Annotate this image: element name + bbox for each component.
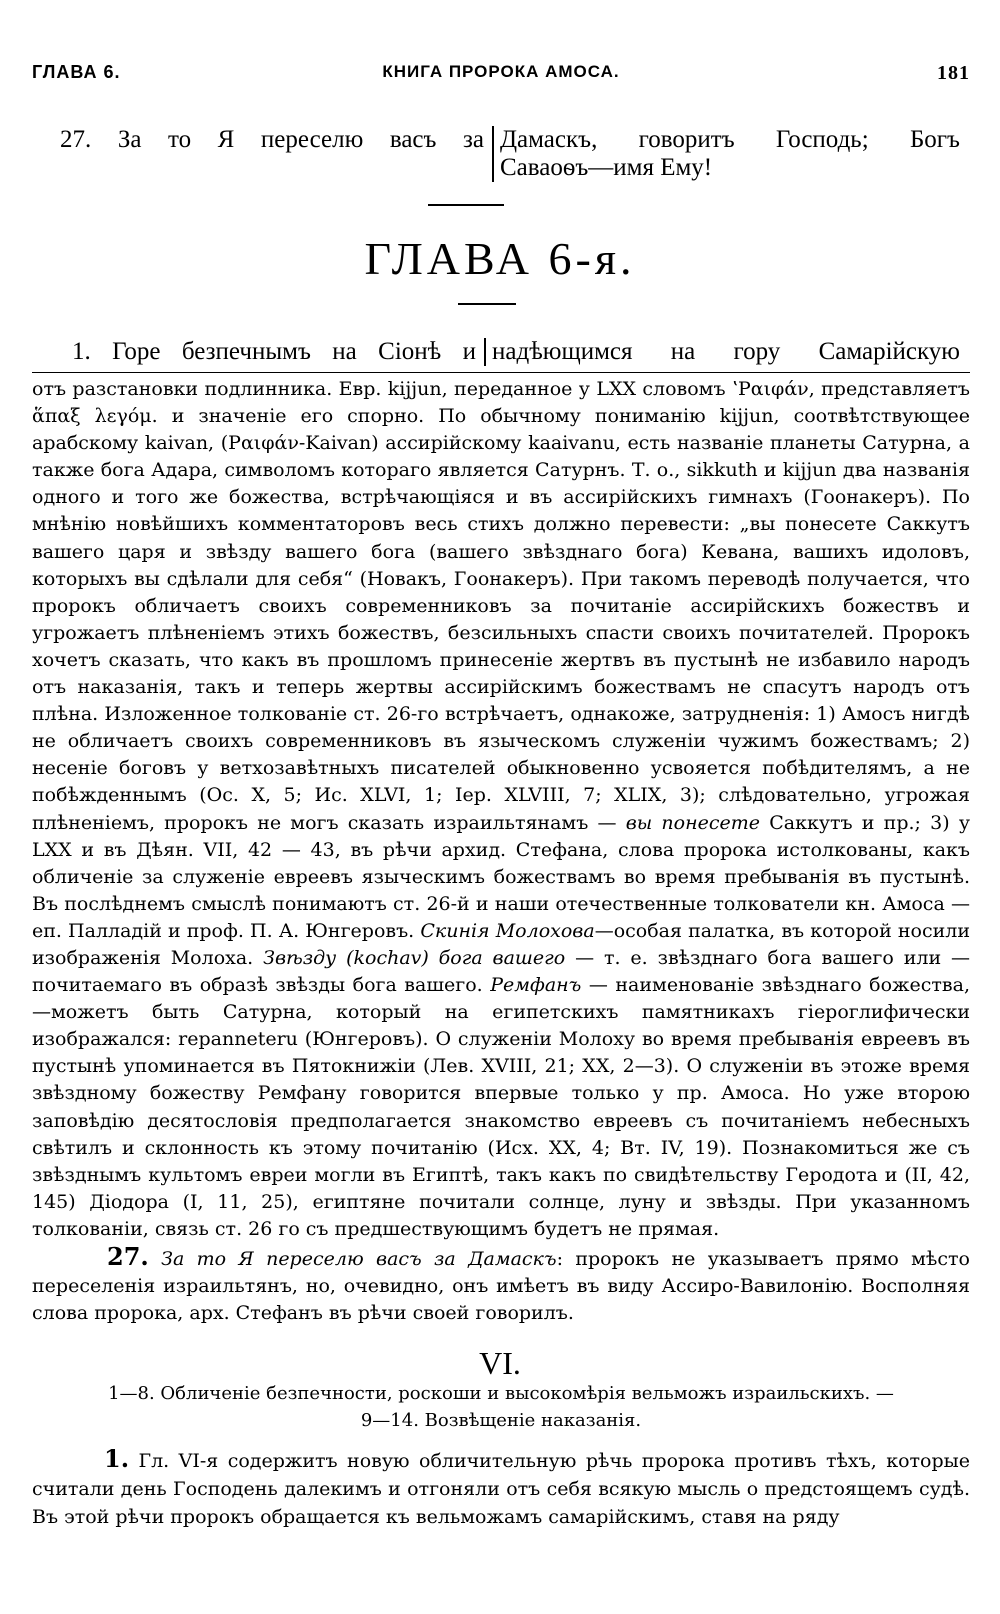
divider-rule-top <box>428 204 504 206</box>
body-text <box>32 1445 970 1531</box>
page-number: 181 <box>937 62 970 84</box>
verse-1-left: 1. Горе безпечнымъ на Сіонѣ и <box>72 338 476 365</box>
running-header <box>32 62 970 92</box>
section-synopsis <box>32 1380 970 1434</box>
section-numeral: VI. <box>479 1345 521 1381</box>
body-paragraph-1: 1. Гл. VI-я содержитъ новую обличительную рѣчь пророка противъ тѣхъ, которые считали день Господень далекимъ и отгоняли отъ себя всякую мысль о предстоящемъ судѣ. Въ этой рѣчи пророкъ обращается къ вельможамъ самарійскимъ, ставя на ряду <box>32 1444 970 1528</box>
header-chapter: ГЛАВА 6. <box>32 62 121 82</box>
verse-27-right-line1: Дамаскъ, говоритъ Господь; Богъ <box>500 126 960 153</box>
synopsis-line-1: 1—8. Обличеніе безпечности, роскоши и высокомѣрія вельможъ израильскихъ. — <box>108 1383 894 1404</box>
verse-27-block <box>60 126 960 182</box>
verse-27-right <box>492 126 960 182</box>
verse-commentary-separator <box>32 372 970 373</box>
synopsis-line-2: 9—14. Возвѣщеніе наказанія. <box>360 1410 642 1431</box>
chapter-title: ГЛАВА 6-я. <box>364 233 636 284</box>
commentary-text <box>32 376 970 1327</box>
verse-1-block <box>72 338 960 366</box>
divider-rule-bottom <box>458 303 516 305</box>
header-book-title: КНИГА ПРОРОКА АМОСА. <box>382 62 620 81</box>
verse-27-right-line2: Саваоѳъ—имя Ему! <box>500 154 713 181</box>
commentary-paragraph-1: отъ разстановки подлинника. Евр. kijjun, переданное у LXX словомъ ʽΡαιφάν, представляетъ ἅπαξ λεγόμ. и значеніе его спорно. По обычному пониманію kijjun, соотвѣтствующее арабскому kaivan, (Ραιφάν-Kaivan) ассирійскому kaaivanu, есть названіе планеты Сатурна, а также бога Адара, символомъ котораго является Сатурнъ. Т. о., sikkuth и kijjun два названія одного и того же божества, встрѣчающіяся и въ ассирійскихъ гимнахъ (Гоонакеръ). По мнѣнію новѣйшихъ комментаторовъ весь стихъ должно перевести: „вы понесете Саккутъ вашего царя и звѣзду вашего бога (вашего звѣзднаго бога) Кевана, вашихъ идоловъ, которыхъ вы сдѣлали для себя“ (Новакъ, Гоонакеръ). При такомъ переводѣ получается, что пророкъ обличаетъ своихъ современниковъ за почитаніе ассирійскихъ божествъ и угрожаетъ плѣненіемъ этихъ божествъ, безсильныхъ спасти своихъ почитателей. Пророкъ хочетъ сказать, что какъ въ прошломъ принесеніе жертвъ въ пустынѣ не избавило народъ отъ наказанія, такъ и теперь жертвы ассирійскимъ божествамъ не спасутъ народъ отъ плѣна. Изложенное толкованіе ст. 26-го встрѣчаетъ, однакоже, затрудненія: 1) Амосъ нигдѣ не обличаетъ своихъ современниковъ въ языческомъ служеніи чужимъ божествамъ; 2) несеніе боговъ у ветхозавѣтныхъ писателей обыкновенно усвояется побѣдителямъ, а не побѣжденнымъ (Ос. X, 5; Ис. XLVI, 1; Іер. XLVIII, 7; XLIX, 3); слѣдовательно, угрожая плѣненіемъ, пророкъ не могъ сказать израильтянамъ — вы понесете Саккутъ и пр.; 3) у LXX и въ Дѣян. VII, 42 — 43, въ рѣчи архид. Стефана, слова пророка истолкованы, какъ обличеніе за служеніе евреевъ языческимъ божествамъ во время пребыванія въ пустынѣ. Въ послѣднемъ смыслѣ понимаютъ ст. 26-й и наши отечественные толкователи кн. Амоса — еп. Палладій и проф. П. А. Юнгеровъ. Скинія Молохова—особая палатка, въ которой носили изображенія Молоха. Звѣзду (kochav) бога вашего — т. е. звѣзднаго бога вашего или — почитаемаго въ образѣ звѣзды бога вашего. Ремфанъ — наименованіе звѣзднаго божества,—можетъ быть Сатурна, который на египетскихъ памятникахъ гіероглифически изображался: repanneteru (Юнгеровъ). О служеніи Молоху во время пребыванія евреевъ въ пустынѣ упоминается въ Пятокнижіи (Лев. XVIII, 21; XX, 2—3). О служеніи въ этоже время звѣздному божеству Ремфану говорится впервые только у пр. Амоса. Но уже второю заповѣдію десятословія предполагается знакомство евреевъ съ почитаніемъ небесныхъ свѣтилъ и склонность къ этому почитанію (Исх. XX, 4; Вт. IV, 19). Познакомиться же съ звѣзднымъ культомъ евреи могли въ Египтѣ, такъ какъ по свидѣтельству Геродота и (II, 42, 145) Діодора (I, 11, 25), египтяне почитали солнце, луну и звѣзды. При указанномъ толкованіи, связь ст. 26 го съ предшествующимъ будетъ не прямая. <box>32 378 970 1240</box>
commentary-paragraph-2: 27. За то Я переселю васъ за Дамаскъ: пророкъ не указываетъ прямо мѣсто переселенія израильтянъ, но, очевидно, онъ имѣетъ въ виду Ассиро-Вавилонію. Восполняя слова пророка, арх. Стефанъ въ рѣчи своей говорилъ. <box>32 1242 970 1325</box>
verse-1-right: надѣющимся на гору Самарійскую <box>484 338 960 366</box>
verse-27-left: 27. За то Я переселю васъ за <box>60 126 484 153</box>
